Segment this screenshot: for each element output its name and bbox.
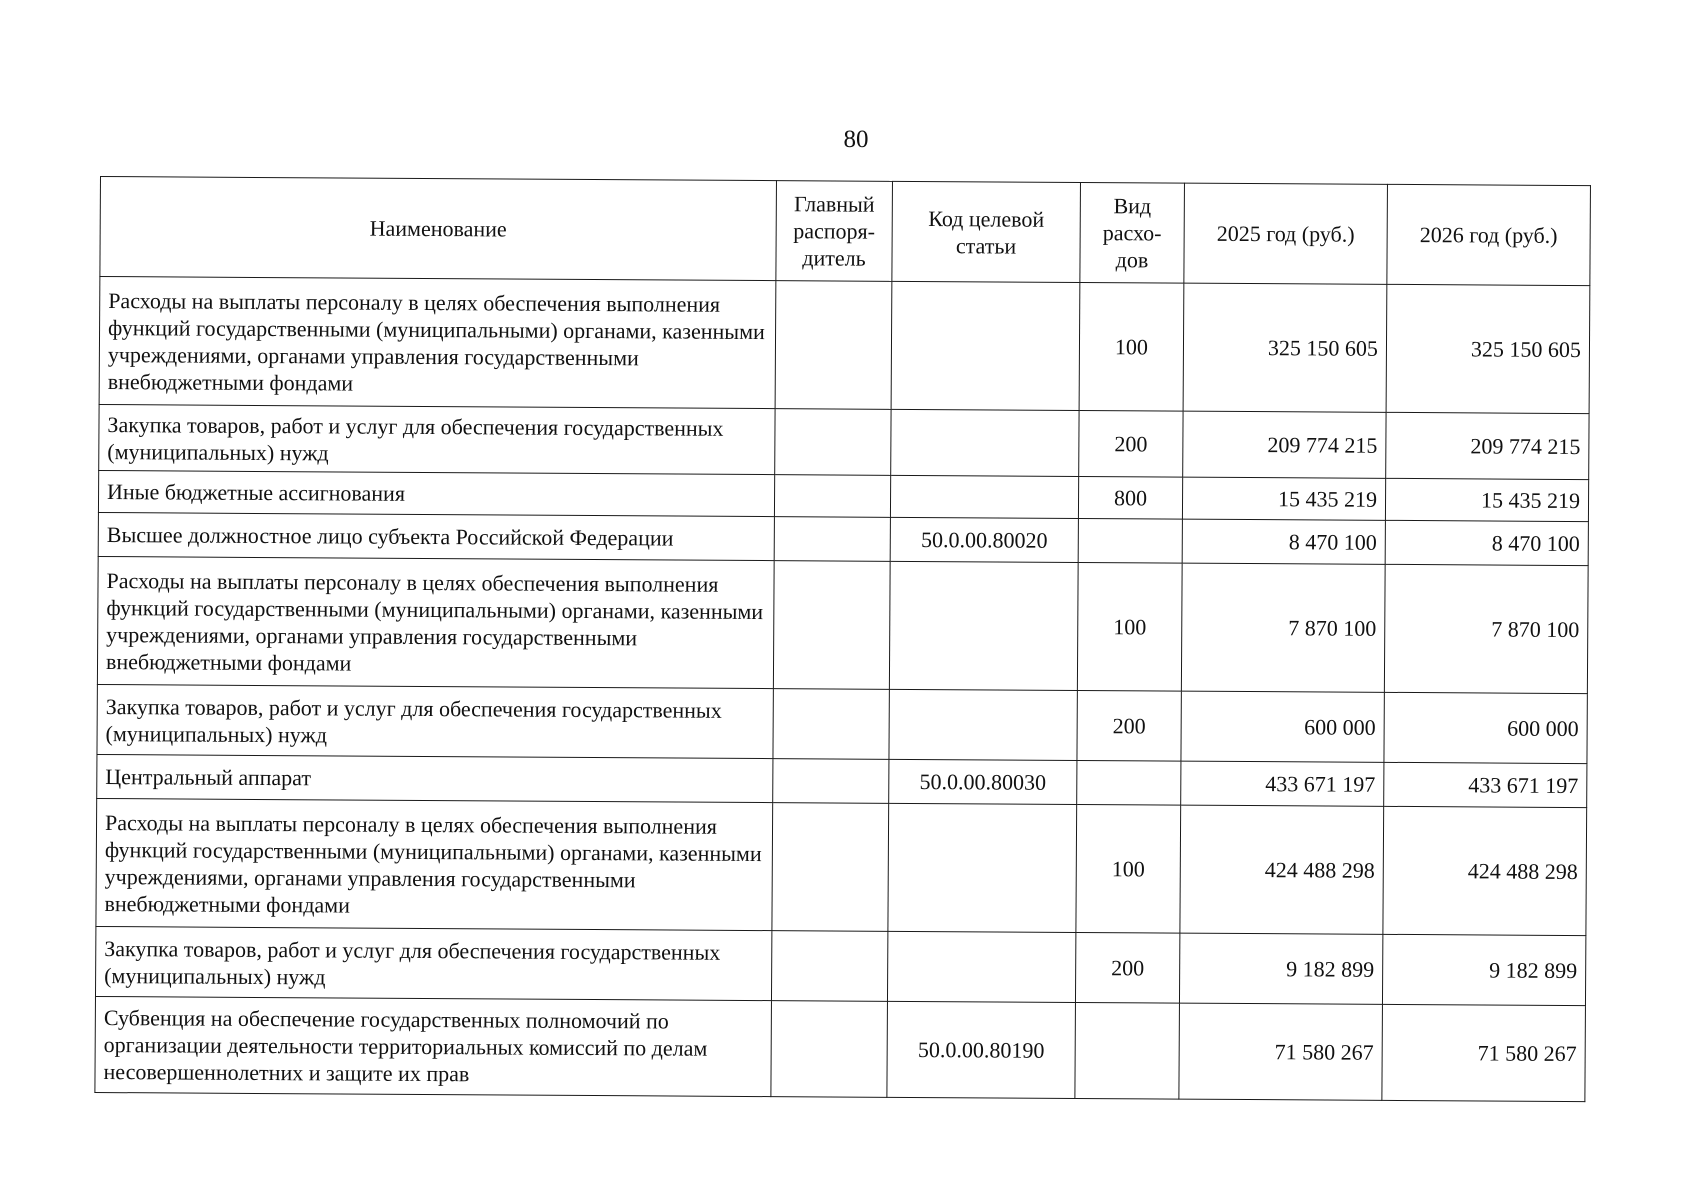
row-manager bbox=[773, 689, 889, 760]
row-expense-type bbox=[1075, 1002, 1180, 1099]
header-expense-type: Вид расхо-дов bbox=[1080, 182, 1185, 283]
row-expense-type: 200 bbox=[1075, 932, 1179, 1003]
row-2025: 600 000 bbox=[1181, 691, 1384, 762]
row-expense-type: 200 bbox=[1077, 690, 1181, 761]
table-row bbox=[97, 684, 1587, 763]
row-name: Закупка товаров, работ и услуг для обеспечения государственных (муниципальных) нужд bbox=[99, 404, 775, 474]
row-manager bbox=[771, 931, 887, 1002]
row-manager bbox=[774, 517, 890, 562]
row-2025: 325 150 605 bbox=[1183, 283, 1387, 412]
row-2025: 424 488 298 bbox=[1180, 805, 1384, 934]
row-code bbox=[890, 475, 1078, 518]
header-code: Код целевой статьи bbox=[892, 181, 1081, 282]
header-2025: 2025 год (руб.) bbox=[1184, 183, 1388, 284]
row-manager bbox=[772, 803, 889, 932]
row-2026: 600 000 bbox=[1384, 692, 1587, 763]
row-name: Расходы на выплаты персоналу в целях обеспечения выполнения функций государственными (муниципальными) органами, казенными учреждениями, органами управления государственными внебюджетными фондами bbox=[96, 798, 773, 930]
table-row bbox=[97, 556, 1588, 693]
row-expense-type: 100 bbox=[1076, 804, 1181, 933]
row-2025: 433 671 197 bbox=[1181, 761, 1384, 806]
row-code: 50.0.00.80020 bbox=[890, 517, 1078, 562]
row-code bbox=[891, 281, 1080, 410]
row-manager bbox=[775, 409, 891, 476]
table-row bbox=[96, 798, 1587, 935]
row-manager bbox=[771, 1001, 888, 1098]
row-code bbox=[887, 931, 1075, 1002]
row-name: Закупка товаров, работ и услуг для обеспечения государственных (муниципальных) нужд bbox=[97, 684, 773, 758]
header-2026: 2026 год (руб.) bbox=[1387, 184, 1591, 285]
row-manager bbox=[773, 759, 889, 804]
row-2025: 7 870 100 bbox=[1181, 563, 1385, 692]
row-2025: 15 435 219 bbox=[1182, 477, 1385, 520]
table-row bbox=[95, 996, 1586, 1101]
row-2026: 71 580 267 bbox=[1382, 1004, 1586, 1101]
row-2026: 9 182 899 bbox=[1382, 934, 1585, 1005]
row-name: Расходы на выплаты персоналу в целях обеспечения выполнения функций государственными (муниципальными) органами, казенными учреждениями, органами управления государственными внебюджетными фондами bbox=[97, 556, 774, 688]
row-code bbox=[889, 561, 1078, 690]
row-name: Закупка товаров, работ и услуг для обеспечения государственных (муниципальных) нужд bbox=[95, 926, 771, 1000]
row-expense-type bbox=[1078, 518, 1182, 563]
row-2026: 424 488 298 bbox=[1383, 806, 1587, 935]
row-2026: 433 671 197 bbox=[1384, 762, 1587, 807]
table-row bbox=[95, 926, 1585, 1005]
row-manager bbox=[775, 281, 892, 410]
table-row bbox=[99, 277, 1590, 414]
table-header-row bbox=[100, 177, 1591, 286]
row-name: Иные бюджетные ассигнования bbox=[98, 470, 774, 516]
row-2025: 8 470 100 bbox=[1182, 519, 1385, 564]
row-expense-type: 200 bbox=[1079, 410, 1183, 477]
row-2026: 15 435 219 bbox=[1385, 478, 1588, 521]
row-code bbox=[888, 803, 1077, 932]
row-2025: 9 182 899 bbox=[1179, 933, 1382, 1004]
row-2025: 71 580 267 bbox=[1179, 1003, 1383, 1100]
row-2026: 209 774 215 bbox=[1386, 412, 1589, 479]
row-code: 50.0.00.80030 bbox=[889, 759, 1077, 804]
row-expense-type: 100 bbox=[1079, 282, 1184, 411]
row-name: Центральный аппарат bbox=[97, 754, 773, 802]
row-name: Высшее должностное лицо субъекта Российской Федерации bbox=[98, 512, 774, 560]
row-2026: 325 150 605 bbox=[1386, 284, 1590, 413]
row-code: 50.0.00.80190 bbox=[887, 1001, 1076, 1098]
row-code bbox=[889, 689, 1077, 760]
row-expense-type: 100 bbox=[1077, 562, 1182, 691]
row-name: Расходы на выплаты персоналу в целях обеспечения выполнения функций государственными (муниципальными) органами, казенными учреждениями, органами управления государственными внебюджетными фондами bbox=[99, 277, 776, 409]
row-2026: 7 870 100 bbox=[1384, 564, 1588, 693]
row-code bbox=[891, 409, 1079, 476]
row-manager bbox=[773, 561, 890, 690]
row-expense-type bbox=[1077, 760, 1181, 805]
page-number: 80 bbox=[843, 126, 869, 153]
budget-table bbox=[94, 176, 1591, 1102]
row-manager bbox=[774, 475, 890, 518]
header-name: Наименование bbox=[100, 177, 777, 281]
table-row bbox=[99, 404, 1589, 479]
row-2025: 209 774 215 bbox=[1183, 411, 1386, 478]
header-manager: Главный распоря-дитель bbox=[776, 181, 893, 282]
row-name: Субвенция на обеспечение государственных полномочий по организации деятельности территориальных комиссий по делам несовершеннолетних и защите их прав bbox=[95, 996, 772, 1096]
row-2026: 8 470 100 bbox=[1385, 520, 1588, 565]
row-expense-type: 800 bbox=[1078, 476, 1182, 519]
budget-table-wrapper bbox=[94, 176, 1591, 1102]
